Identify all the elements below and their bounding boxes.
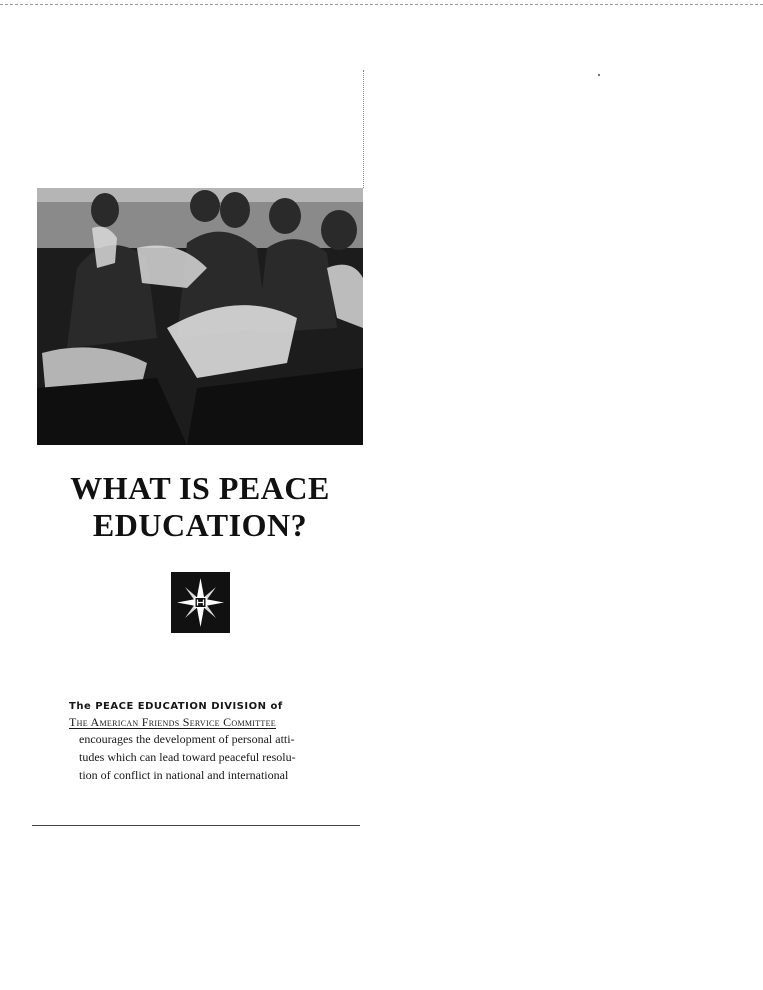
intro-text — [69, 700, 345, 784]
blank-top-panel — [37, 70, 364, 188]
intro-paragraph — [79, 730, 345, 784]
title-line-2: EDUCATION? — [92, 507, 308, 543]
star-emblem-icon — [171, 572, 230, 633]
intro-line-1: encourages the development of personal atti- — [79, 732, 295, 746]
classroom-photo-illustration — [37, 188, 363, 445]
scan-edge-line — [0, 4, 763, 5]
title-line-1: WHAT IS PEACE — [70, 470, 330, 506]
brochure-page — [37, 70, 363, 830]
intro-line-3: tion of conflict in national and international — [79, 768, 289, 782]
committee-name: The American Friends Service Committee — [69, 715, 276, 729]
bottom-rule — [32, 825, 360, 826]
intro-line-2: tudes which can lead toward peaceful resolu- — [79, 750, 296, 764]
classroom-photo — [37, 188, 363, 445]
brochure-title — [37, 470, 363, 544]
division-heading: The PEACE EDUCATION DIVISION of — [69, 701, 283, 712]
scan-speck — [598, 74, 600, 76]
